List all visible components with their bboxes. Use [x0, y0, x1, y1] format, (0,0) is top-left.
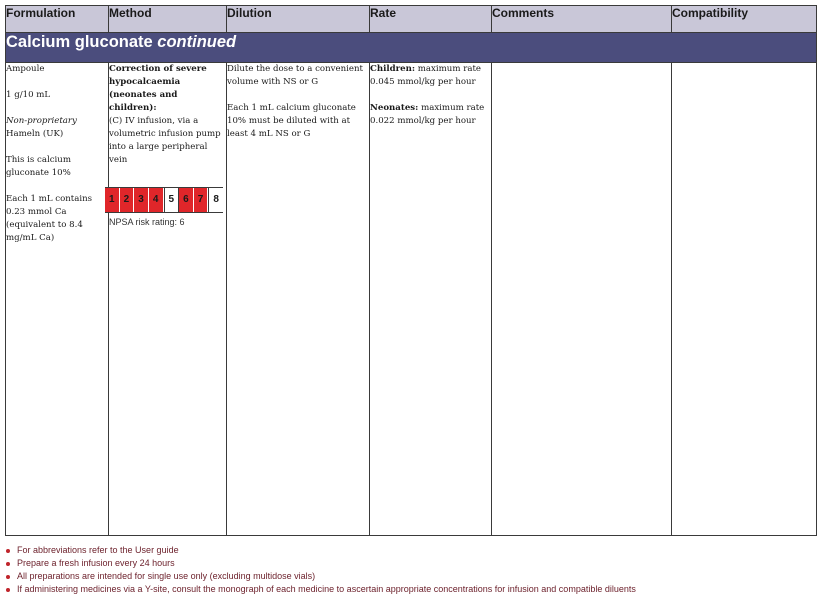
drug-band	[6, 33, 817, 63]
rate-neonates-label: Neonates:	[370, 103, 419, 113]
column-header-compatibility: Compatibility	[672, 6, 817, 33]
risk-box-6: 6	[179, 188, 194, 212]
dilution-cell	[227, 63, 370, 536]
formulation-note: This is calcium gluconate 10%	[6, 155, 71, 178]
formulation-manufacturer: Hameln (UK)	[6, 129, 64, 139]
formulation-cell	[6, 63, 109, 536]
risk-box-7: 7	[194, 188, 209, 212]
dilution-line-2: Each 1 mL calcium gluconate 10% must be diluted with at least 4 mL NS or G	[227, 103, 356, 139]
formulation-content: Each 1 mL contains 0.23 mmol Ca (equivalent to 8.4 mg/mL Ca)	[6, 194, 93, 243]
column-header-rate: Rate	[370, 6, 492, 33]
rate-children-text: maximum rate 0.045 mmol/kg per hour	[370, 64, 481, 87]
npsa-risk-label: NPSA risk rating: 6	[109, 217, 185, 227]
method-indication: Correction of severe hypocalcaemia (neonates and children):	[109, 64, 207, 113]
risk-box-2: 2	[120, 188, 135, 212]
column-header-method: Method	[109, 6, 227, 33]
rate-children	[370, 63, 491, 89]
formulation-strength: 1 g/10 mL	[6, 90, 51, 100]
method-route: (C) IV infusion, via a volumetric infusion pump into a large peripheral vein	[109, 116, 221, 165]
formulation-proprietary: Non-proprietary	[6, 116, 77, 126]
drug-name: Calcium gluconate	[6, 33, 153, 51]
footnote-item: Prepare a fresh infusion every 24 hours	[5, 557, 636, 570]
drug-body-row	[6, 63, 817, 536]
column-header-formulation: Formulation	[6, 6, 109, 33]
footnote-list	[5, 544, 636, 596]
drug-band-row	[6, 33, 817, 63]
dilution-line-1: Dilute the dose to a convenient volume with NS or G	[227, 64, 363, 87]
risk-box-3: 3	[134, 188, 149, 212]
formulation-supplier	[6, 115, 108, 141]
method-cell	[109, 63, 227, 536]
risk-box-1: 1	[105, 188, 120, 212]
comments-cell	[492, 63, 672, 536]
rate-neonates	[370, 102, 491, 128]
column-header-comments: Comments	[492, 6, 672, 33]
rate-neonates-text: maximum rate 0.022 mmol/kg per hour	[370, 103, 485, 126]
monograph-table	[5, 5, 817, 536]
footnote-item: If administering medicines via a Y-site, consult the monograph of each medicine to ascertain appropriate concentrations for infusion and compatible diluents	[5, 583, 636, 596]
risk-box-5: 5	[164, 188, 180, 212]
npsa-risk-scale	[105, 187, 223, 213]
rate-cell	[370, 63, 492, 536]
footnote-item: For abbreviations refer to the User guide	[5, 544, 636, 557]
compatibility-cell	[672, 63, 817, 536]
risk-box-4: 4	[149, 188, 164, 212]
footnote-item: All preparations are intended for single use only (excluding multidose vials)	[5, 570, 636, 583]
risk-box-8: 8	[208, 188, 223, 212]
rate-children-label: Children:	[370, 64, 416, 74]
column-header-row	[6, 6, 817, 33]
column-header-dilution: Dilution	[227, 6, 370, 33]
drug-continued-label: continued	[157, 33, 237, 51]
formulation-form: Ampoule	[6, 64, 45, 74]
